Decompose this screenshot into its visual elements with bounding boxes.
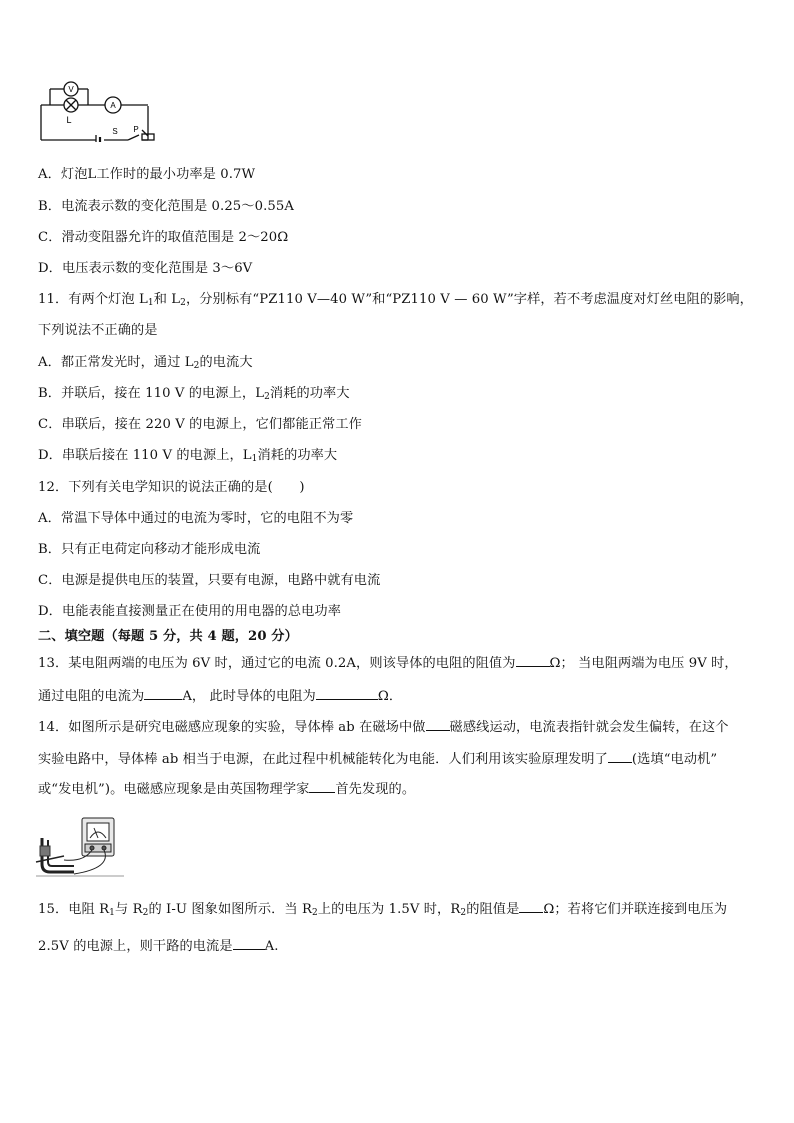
q11-stem-line2: 下列说法不正确的是 (38, 323, 158, 338)
voltmeter-label: V (68, 85, 74, 94)
q15-line1: 15．电阻 $R_1$与 $R_2$的 I-U 图象如图所示．当 $R_2$上的电压为 1.5V 时，$R_2$的阻值是 Ω；若将它们并联连接到电压为 (38, 902, 728, 918)
q15-line2: 2.5V 的电源上，则干路的电流是 A. (38, 939, 279, 954)
q13-line1: 13．某电阻两端的电压为 6V 时，通过它的电流 0.2A，则该导体的电阻的阻值为 Ω； 当电阻两端为电压 9V 时， (38, 656, 738, 671)
q13-blank-3[interactable] (316, 687, 378, 700)
q12-option-c: C．电源是提供电压的装置，只要有电源，电路中就有电流 (38, 573, 381, 588)
q14-blank-2[interactable] (608, 750, 632, 763)
lamp-label: L (66, 115, 72, 125)
ammeter-label: A (110, 101, 116, 110)
q12-option-b: B．只有正电荷定向移动才能形成电流 (38, 542, 261, 557)
q11-stem: 11．有两个灯泡 $L_1$和 $L_2$，分别标有“PZ110 V—40 W”和“PZ110 V — 60 W”字样，若不考虑温度对灯丝电阻的影响， (38, 292, 753, 308)
q11-option-d: D．串联后接在 110 V 的电源上，$L_1$消耗的功率大 (38, 448, 338, 464)
q10-option-d: D．电压表示数的变化范围是 3～6V (38, 261, 253, 276)
q13-blank-2[interactable] (144, 687, 182, 700)
circuit-diagram (38, 80, 158, 142)
q14-blank-1[interactable] (426, 718, 450, 731)
q11-option-b: B．并联后，接在 110 V 的电源上，$L_2$消耗的功率大 (38, 386, 350, 402)
section2-title: 二、填空题（每题 5 分，共 4 题，20 分） (38, 629, 298, 644)
q11-option-c: C．串联后，接在 220 V 的电源上，它们都能正常工作 (38, 417, 362, 432)
switch-label: S (112, 127, 118, 136)
q12-option-a: A．常温下导体中通过的电流为零时，它的电阻不为零 (38, 511, 354, 526)
q14-line3: 或“发电机”)。电磁感应现象是由英国物理学家 首先发现的。 (38, 782, 416, 797)
q10-option-a: A．灯泡L工作时的最小功率是 0.7W (38, 167, 256, 182)
induction-apparatus-figure (34, 816, 126, 878)
q14-line1: 14．如图所示是研究电磁感应现象的实验，导体棒 ab 在磁场中做 磁感线运动，电流表指针就会发生偏转，在这个 (38, 720, 729, 735)
q12-option-d: D．电能表能直接测量正在使用的用电器的总电功率 (38, 604, 341, 619)
q13-blank-1[interactable] (516, 654, 550, 667)
q10-option-c: C．滑动变阻器允许的取值范围是 2～20Ω (38, 230, 289, 245)
q15-blank-2[interactable] (233, 937, 265, 950)
q15-blank-1[interactable] (519, 900, 543, 913)
q12-stem: 12．下列有关电学知识的说法正确的是( ) (38, 480, 305, 495)
q14-line2: 实验电路中，导体棒 ab 相当于电源，在此过程中机械能转化为电能．人们利用该实验原理发明了 (选填“电动机” (38, 752, 718, 767)
slider-label: P (133, 125, 139, 134)
q10-option-b: B．电流表示数的变化范围是 0.25～0.55A (38, 199, 294, 214)
q13-line2: 通过电阻的电流为 A， 此时导体的电阻为 Ω． (38, 689, 403, 704)
q14-blank-3[interactable] (309, 780, 335, 793)
q11-option-a: A．都正常发光时，通过 $L_2$的电流大 (38, 355, 253, 371)
